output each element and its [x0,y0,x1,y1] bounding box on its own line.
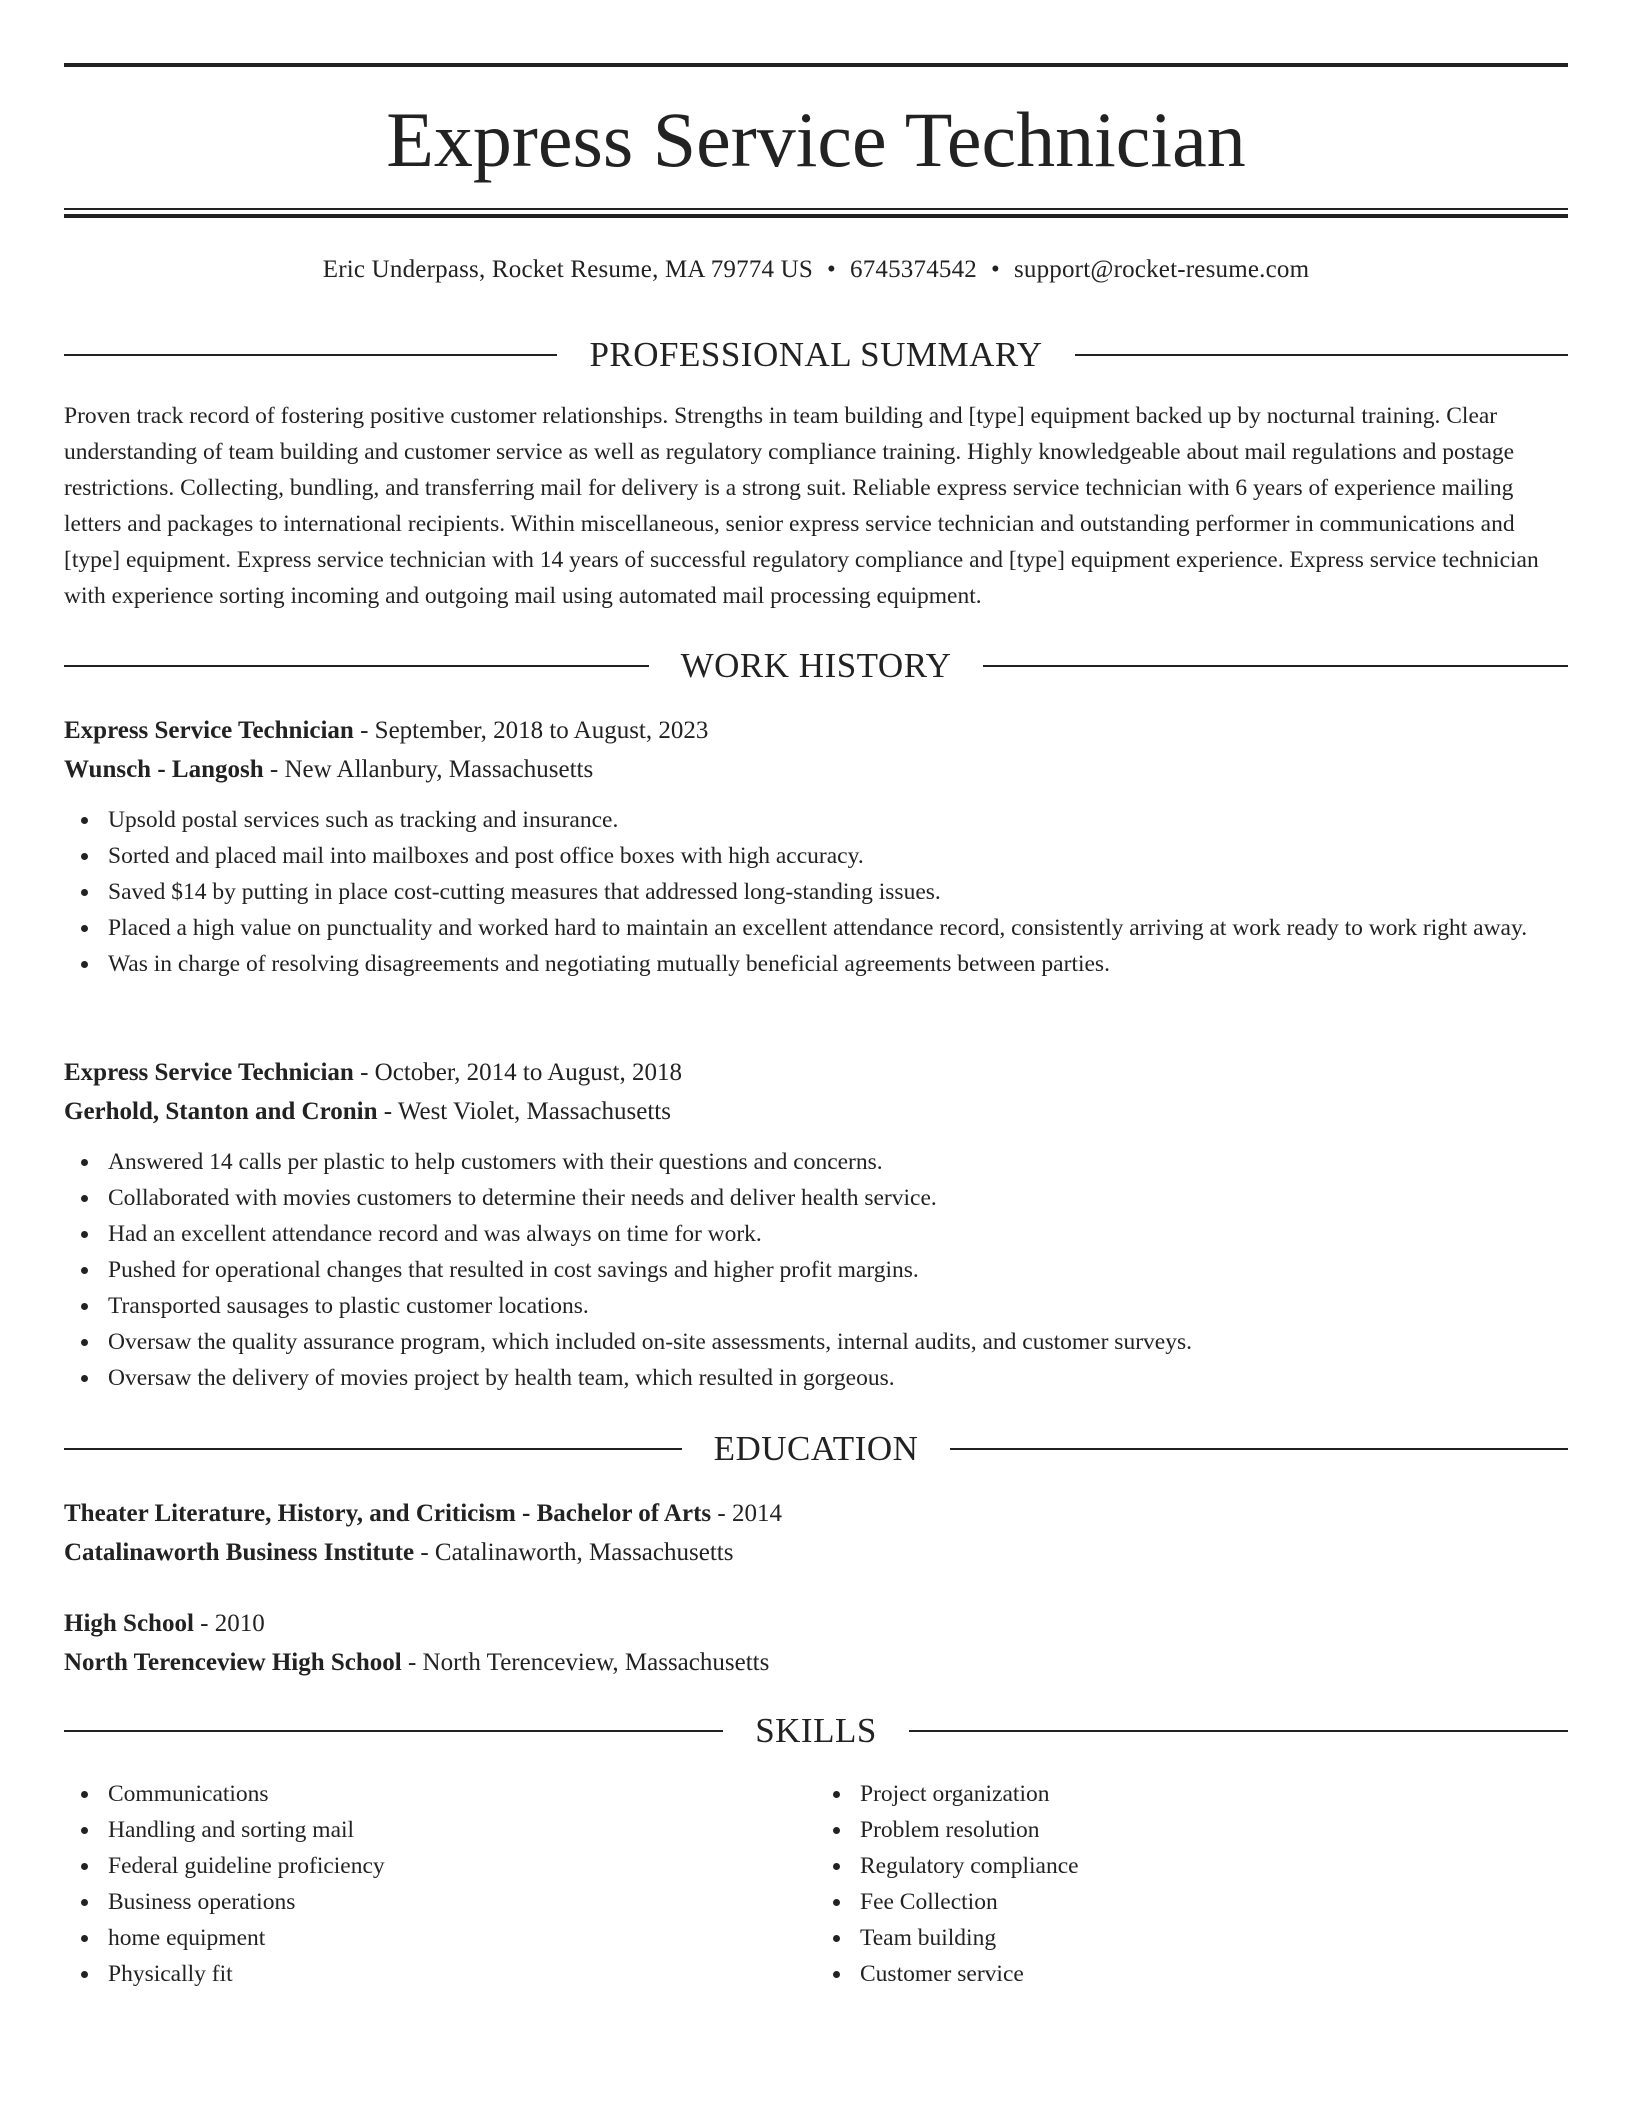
contact-separator: • [827,256,836,283]
skill-item: Project organization [816,1776,1568,1812]
list-item: Answered 14 calls per plastic to help customers with their questions and concerns. [64,1144,1568,1180]
job-bullets [64,1144,1568,1396]
skills-grid [64,1776,1568,1992]
section-rule [909,1730,1568,1732]
skill-item: Federal guideline proficiency [64,1848,816,1884]
education-year: - 2014 [711,1500,782,1527]
contact-line [64,254,1568,286]
job-location: - New Allanbury, Massachusetts [263,756,594,783]
job-bullets [64,802,1568,982]
list-item: Sorted and placed mail into mailboxes and post office boxes with high accuracy. [64,838,1568,874]
contact-address: Eric Underpass, Rocket Resume, MA 79774 US [322,256,814,283]
section-rule [950,1448,1568,1450]
skill-item: Fee Collection [816,1884,1568,1920]
list-item: Saved $14 by putting in place cost-cutting measures that addressed long-standing issues. [64,874,1568,910]
education-location: - North Terenceview, Massachusetts [401,1649,770,1676]
job-dates: - October, 2014 to August, 2018 [353,1059,682,1086]
job-title: Express Service Technician [64,1059,354,1086]
education-degree-line [64,1494,1568,1533]
job-title: Express Service Technician [64,717,354,744]
education-entry [64,1604,1568,1682]
education-school-line [64,1533,1568,1572]
section-header-education [64,1427,1568,1471]
section-title: WORK HISTORY [680,646,952,685]
skill-item: Customer service [816,1956,1568,1992]
education-school: Catalinaworth Business Institute [64,1539,415,1566]
list-item: Collaborated with movies customers to determine their needs and deliver health service. [64,1180,1568,1216]
section-title: PROFESSIONAL SUMMARY [589,335,1043,374]
skill-item: Team building [816,1920,1568,1956]
list-item: Had an excellent attendance record and was always on time for work. [64,1216,1568,1252]
list-item: Oversaw the quality assurance program, which included on-site assessments, internal audits, and customer surveys. [64,1324,1568,1360]
job-company-line [64,1092,1568,1131]
job-entry [64,711,1568,982]
section-rule [1075,354,1568,356]
contact-phone[interactable]: 6745374542 [850,256,977,283]
section-header-skills [64,1709,1568,1753]
job-company: Gerhold, Stanton and Cronin [64,1098,378,1125]
contact-separator: • [991,256,1000,283]
skill-item: home equipment [64,1920,816,1956]
resume-title: Express Service Technician [386,96,1246,183]
title-double-rule [64,208,1568,218]
summary-paragraph: Proven track record of fostering positive customer relationships. Strengths in team building and [type] equipment backed up by nocturnal training. Clear understanding of team building and customer service as well as regulatory compliance training. Highly knowledgeable about mail regulations and postage restrictions. Collecting, bundling, and transferring mail for delivery is a strong suit. Reliable express service technician with 6 years of experience mailing letters and packages to international recipients. Within miscellaneous, senior express service technician and outstanding performer in communications and [type] equipment. Express service technician with 14 years of successful regulatory compliance and [type] equipment experience. Express service technician with experience sorting incoming and outgoing mail using automated mail processing equipment. [64,403,1539,609]
list-item: Oversaw the delivery of movies project by health team, which resulted in gorgeous. [64,1360,1568,1396]
section-title: SKILLS [755,1711,877,1750]
skills-column-left [64,1776,816,1992]
job-company: Wunsch - Langosh [64,756,264,783]
section-rule [64,354,557,356]
job-location: - West Violet, Massachusetts [377,1098,671,1125]
section-header-summary [64,333,1568,377]
list-item: Was in charge of resolving disagreements and negotiating mutually beneficial agreements between parties. [64,946,1568,982]
job-title-line [64,711,1568,750]
skill-item: Business operations [64,1884,816,1920]
job-company-line [64,750,1568,789]
skill-item: Problem resolution [816,1812,1568,1848]
section-rule [983,665,1568,667]
top-rule [64,63,1568,67]
education-entry [64,1494,1568,1572]
list-item: Pushed for operational changes that resulted in cost savings and higher profit margins. [64,1252,1568,1288]
skills-column-right [816,1776,1568,1992]
job-title-line [64,1053,1568,1092]
education-degree-line [64,1604,1568,1643]
education-location: - Catalinaworth, Massachusetts [414,1539,734,1566]
skill-item: Handling and sorting mail [64,1812,816,1848]
education-degree: High School [64,1610,194,1637]
section-rule [64,1730,723,1732]
list-item: Transported sausages to plastic customer locations. [64,1288,1568,1324]
list-item: Placed a high value on punctuality and worked hard to maintain an excellent attendance record, consistently arriving at work ready to work right away. [64,910,1568,946]
skill-item: Communications [64,1776,816,1812]
skill-item: Regulatory compliance [816,1848,1568,1884]
list-item: Upsold postal services such as tracking and insurance. [64,802,1568,838]
education-school-line [64,1643,1568,1682]
section-title: EDUCATION [713,1429,919,1468]
section-rule [64,665,649,667]
skill-item: Physically fit [64,1956,816,1992]
education-year: - 2010 [193,1610,265,1637]
education-degree: Theater Literature, History, and Criticism - Bachelor of Arts [64,1500,712,1527]
job-dates: - September, 2018 to August, 2023 [353,717,709,744]
education-school: North Terenceview High School [64,1649,402,1676]
contact-email[interactable]: support@rocket-resume.com [1013,256,1310,283]
section-header-work-history [64,644,1568,688]
job-entry [64,1053,1568,1396]
section-rule [64,1448,682,1450]
